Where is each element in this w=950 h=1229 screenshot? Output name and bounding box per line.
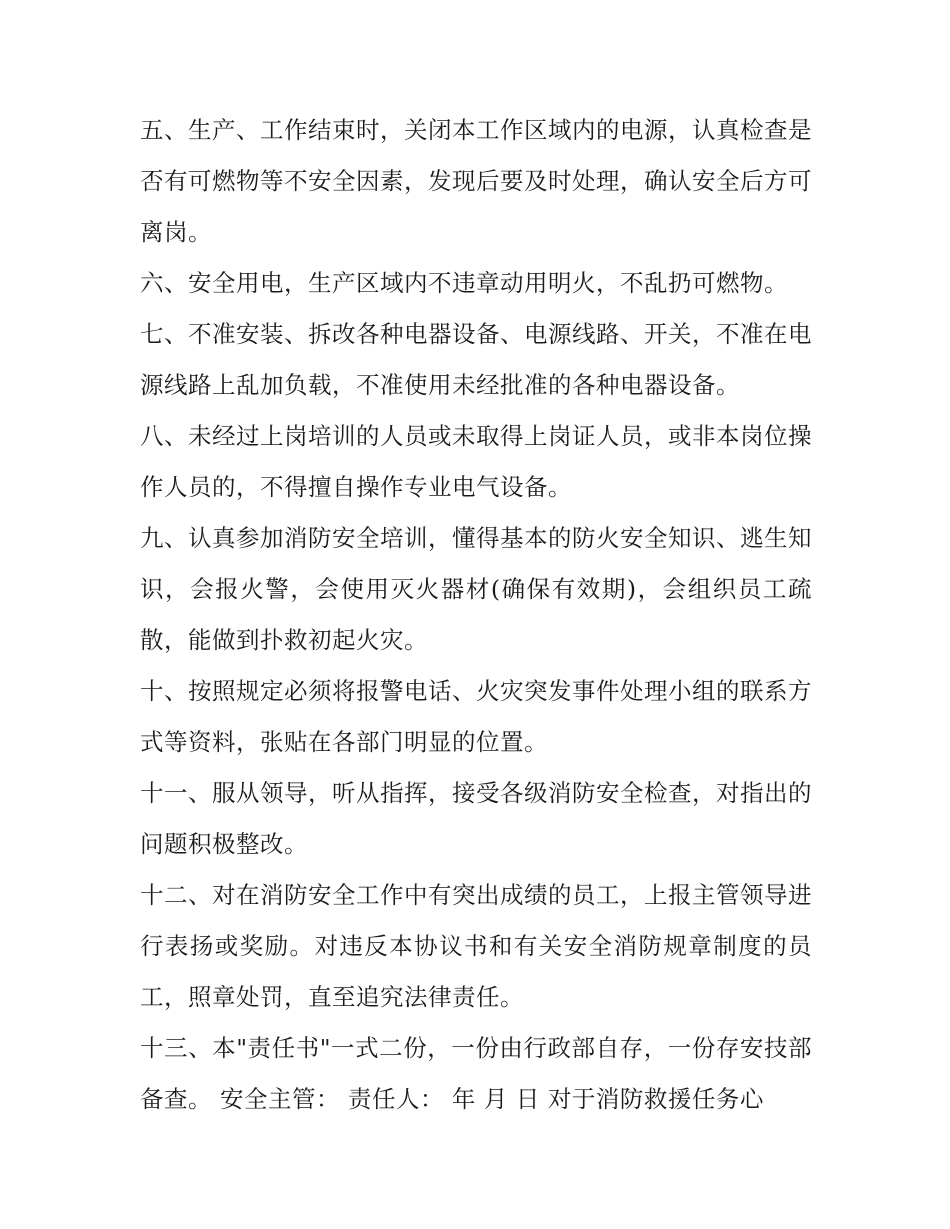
paragraph-11: 十一、服从领导，听从指挥，接受各级消防安全检查，对指出的问题积极整改。 xyxy=(140,779,812,858)
paragraph-6: 六、安全用电，生产区域内不违章动用明火，不乱扔可燃物。 xyxy=(140,269,788,297)
paragraph-5: 五、生产、工作结束时，关闭本工作区域内的电源，认真检查是否有可燃物等不安全因素，发现后要及时处理，确认安全后方可离岗。 xyxy=(140,116,812,246)
paragraph-13: 十三、本"责任书"一式二份，一份由行政部自存，一份存安技部备查。 安全主管： 责任人： 年 月 日 对于消防救援任务心 xyxy=(140,1034,812,1113)
paragraph-8: 八、未经过上岗培训的人员或未取得上岗证人员，或非本岗位操作人员的，不得擅自操作专业电气设备。 xyxy=(140,422,812,501)
paragraph-12: 十二、对在消防安全工作中有突出成绩的员工，上报主管领导进行表扬或奖励。对违反本协议书和有关安全消防规章制度的员工，照章处罚，直至追究法律责任。 xyxy=(140,881,812,1011)
document-body xyxy=(140,105,812,1125)
paragraph-9: 九、认真参加消防安全培训，懂得基本的防火安全知识、逃生知识，会报火警，会使用灭火器材(确保有效期)，会组织员工疏散，能做到扑救初起火灾。 xyxy=(140,524,812,654)
paragraph-10: 十、按照规定必须将报警电话、火灾突发事件处理小组的联系方式等资料，张贴在各部门明显的位置。 xyxy=(140,677,812,756)
paragraph-7: 七、不准安装、拆改各种电器设备、电源线路、开关，不准在电源线路上乱加负载，不准使用未经批准的各种电器设备。 xyxy=(140,320,812,399)
